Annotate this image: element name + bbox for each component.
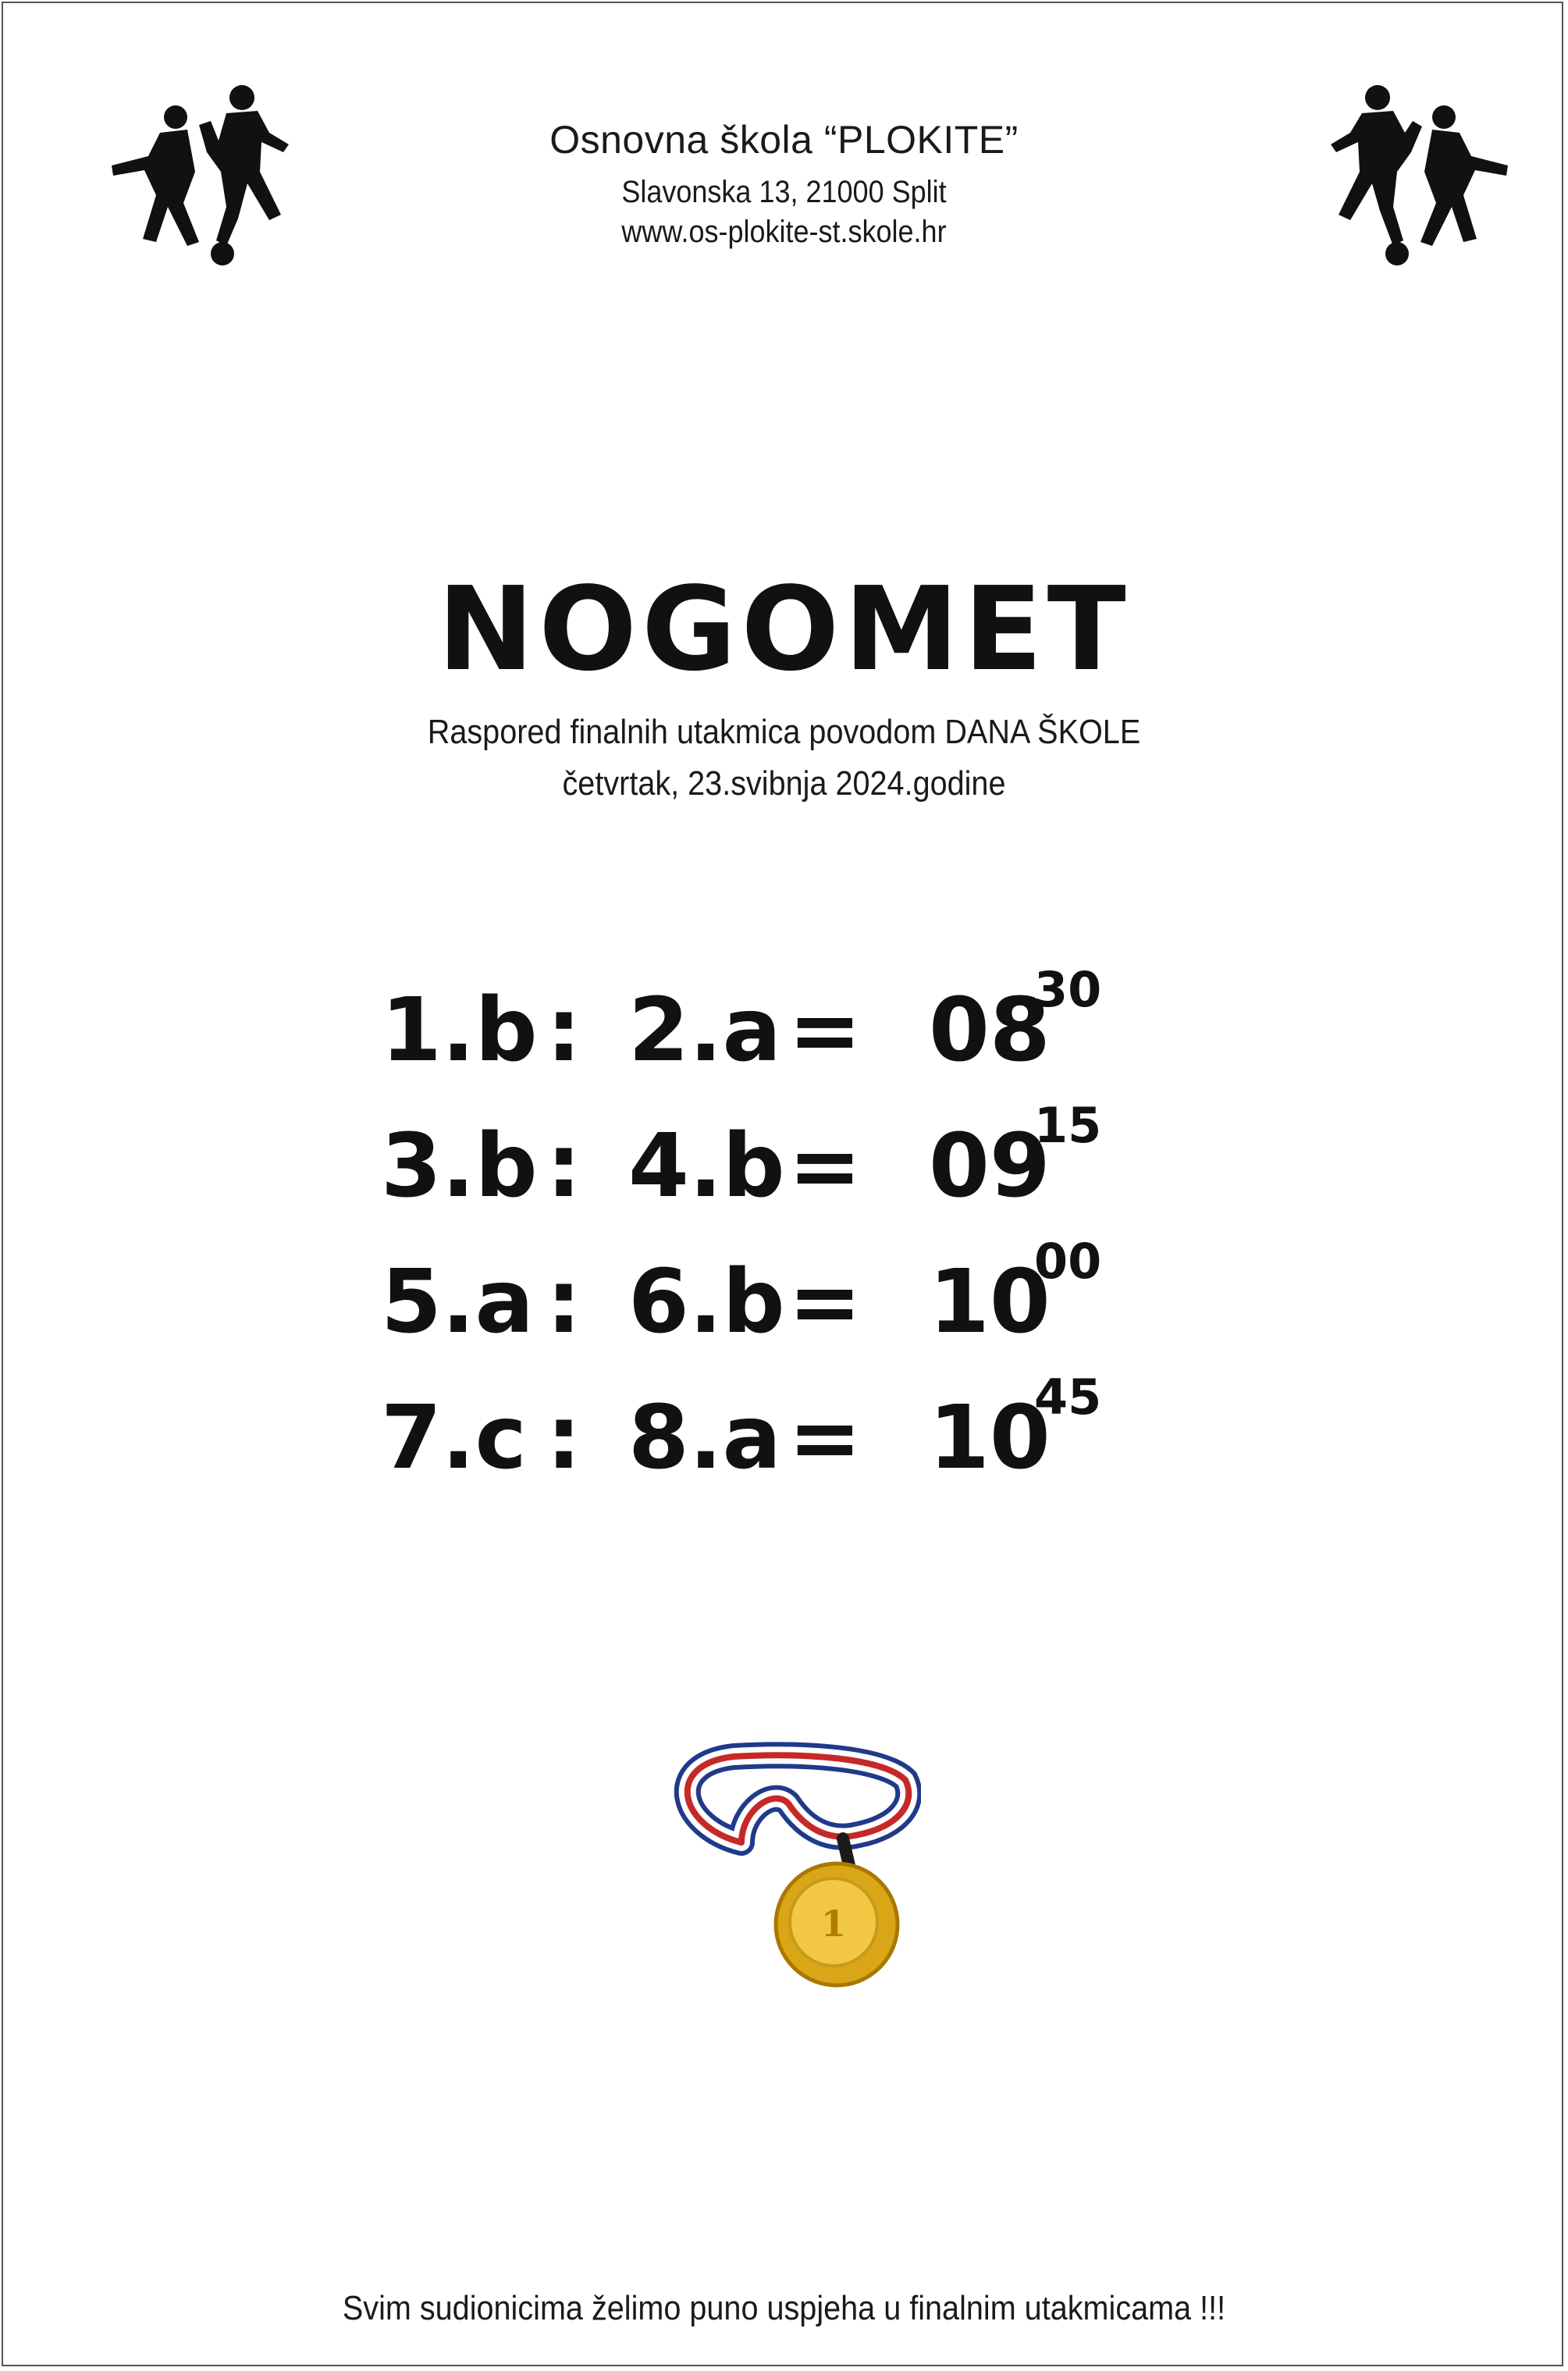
footer-message [0,2289,1568,2328]
versus-separator: : [546,980,581,1081]
gold-medal-icon [648,1741,921,2014]
school-name: Osnovna škola “PLOKITE” [549,118,1019,162]
school-header [0,117,1568,250]
equals-sign: = [788,1116,862,1217]
match-minute: 00 [1034,1233,1102,1290]
event-date: četvrtak, 23.svibnja 2024.godine [562,764,1006,803]
versus-separator: : [546,1251,581,1353]
team-b: 4.b [628,1116,785,1217]
equals-sign: = [788,1387,862,1489]
footer-text: Svim sudionicima želimo puno uspjeha u finalnim utakmicama !!! [342,2289,1226,2327]
match-row [0,1233,1568,1387]
team-a: 1.b [381,980,538,1081]
versus-separator: : [546,1116,581,1217]
page-title: NOGOMET [437,562,1131,696]
team-a: 3.b [381,1116,538,1217]
match-schedule [0,961,1568,1523]
match-row [0,1369,1568,1523]
team-b: 2.a [628,980,782,1081]
team-b: 8.a [628,1387,782,1489]
team-a: 5.a [381,1251,535,1353]
match-hour: 10 [929,1251,1051,1353]
medal-number: 1 [820,1903,847,1945]
match-minute: 45 [1034,1369,1102,1426]
match-row [0,961,1568,1116]
team-a: 7.c [381,1387,527,1489]
match-hour: 08 [929,980,1051,1081]
match-row [0,1097,1568,1251]
match-hour: 09 [929,1116,1051,1217]
versus-separator: : [546,1387,581,1489]
match-minute: 15 [1034,1097,1102,1154]
school-address: Slavonska 13, 21000 Split [621,175,947,209]
match-hour: 10 [929,1387,1051,1489]
equals-sign: = [788,1251,862,1353]
school-website: www.os-plokite-st.skole.hr [621,215,947,249]
event-subtitle [0,707,1568,810]
equals-sign: = [788,980,862,1081]
team-b: 6.b [628,1251,785,1353]
match-minute: 30 [1034,961,1102,1018]
event-description: Raspored finalnih utakmica povodom DANA ŠKOLE [427,713,1141,751]
